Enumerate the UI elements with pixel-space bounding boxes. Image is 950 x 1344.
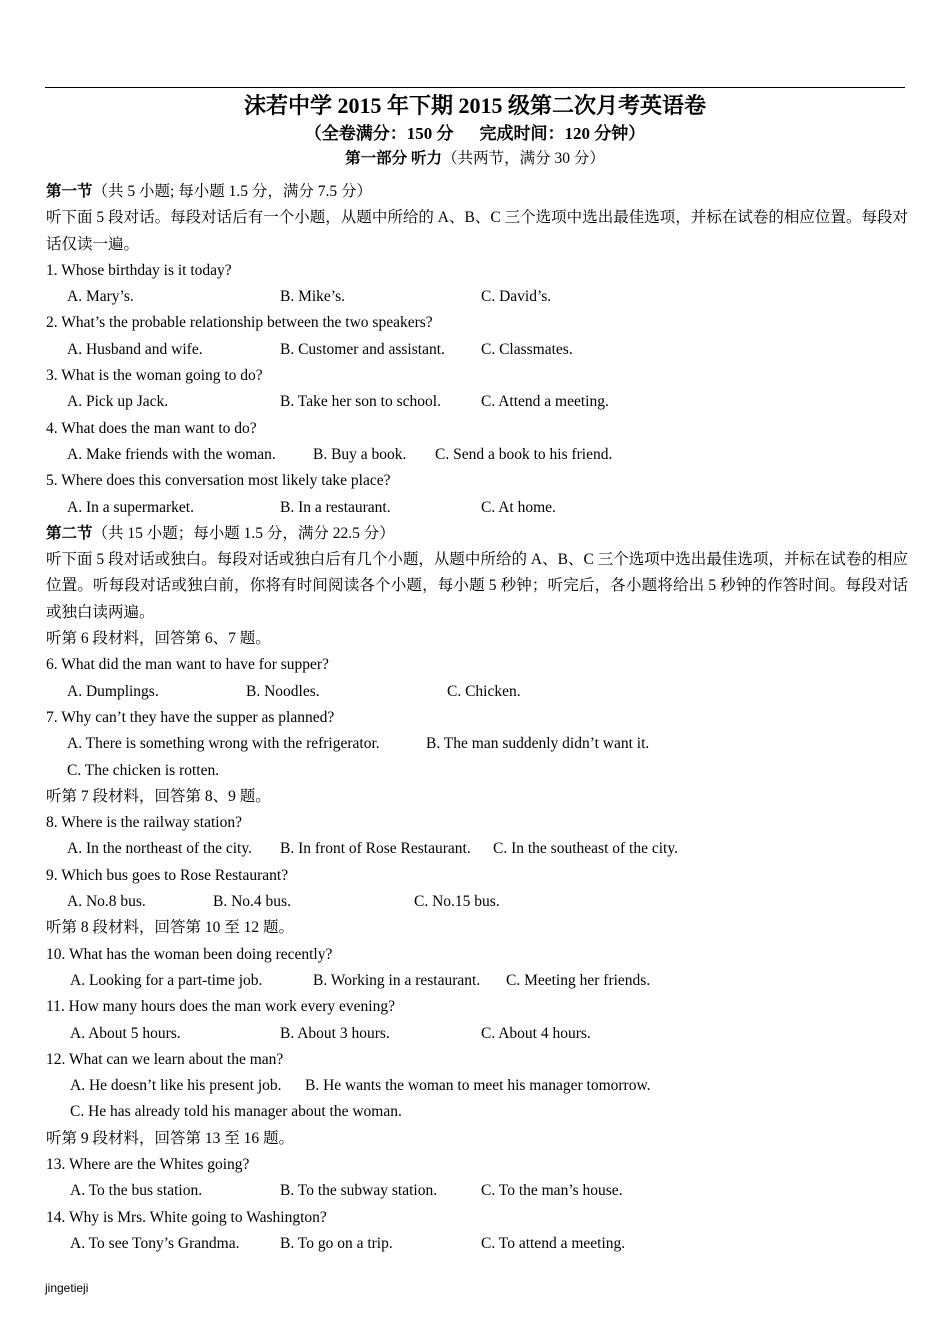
option-c: C. Chicken. [447,682,521,700]
part-heading-rest: （共两节，满分 30 分） [442,150,605,167]
option-a: A. In the northeast of the city. [67,840,252,858]
option-b: B. The man suddenly didn’t want it. [426,735,650,753]
option-c: C. To attend a meeting. [481,1234,626,1252]
option-b: B. Buy a book. [313,445,407,463]
question-10-stem: 10. What has the woman been doing recently? [46,945,333,963]
question-8-stem: 8. Where is the railway station? [46,814,242,832]
question-7-options-row1 [46,731,908,757]
option-a: A. There is something wrong with the refrigerator. [67,735,380,753]
option-b: B. No.4 bus. [213,893,291,911]
question-2-stem: 2. What’s the probable relationship between the two speakers? [46,314,433,332]
option-b: B. In a restaurant. [280,498,391,516]
option-a: A. In a supermarket. [67,498,194,516]
option-a: A. Husband and wife. [67,340,203,358]
section1-instructions: 听下面 5 段对话。每段对话后有一个小题，从题中所给的 A、B、C 三个选项中选出最佳选项，并标在试卷的相应位置。每段对话仅读一遍。 [46,209,908,253]
section2-heading: 第二节（共 15 小题；每小题 1.5 分，满分 22.5 分） [46,524,395,542]
option-b: B. Noodles. [246,682,320,700]
option-c: C. The chicken is rotten. [67,761,220,779]
question-12-stem: 12. What can we learn about the man? [46,1050,284,1068]
question-13-options [46,1178,908,1204]
option-a: A. To the bus station. [70,1182,203,1200]
option-c: C. About 4 hours. [481,1024,591,1042]
option-c: C. Meeting her friends. [506,971,651,989]
question-8-options [46,836,908,862]
question-1-stem: 1. Whose birthday is it today? [46,261,232,279]
option-b: B. To the subway station. [280,1182,438,1200]
option-b: B. Working in a restaurant. [313,971,481,989]
exam-body [46,179,908,1257]
option-c: C. At home. [481,498,556,516]
option-a: A. Dumplings. [67,682,159,700]
option-a: A. To see Tony’s Grandma. [70,1234,240,1252]
option-a: A. About 5 hours. [70,1024,181,1042]
question-3-stem: 3. What is the woman going to do? [46,367,263,385]
question-14-options [46,1231,908,1257]
part-heading-bold: 第一部分 听力 [345,150,443,167]
question-12-options-row2 [46,1099,908,1125]
option-a: A. Mary’s. [67,288,134,306]
exam-title: 沫若中学 2015 年下期 2015 级第二次月考英语卷 [243,93,706,118]
question-12-options-row1 [46,1073,908,1099]
question-11-options [46,1021,908,1047]
question-4-stem: 4. What does the man want to do? [46,419,257,437]
option-b: B. In front of Rose Restaurant. [280,840,471,858]
question-7-options-row2 [46,758,908,784]
question-13-stem: 13. Where are the Whites going? [46,1155,250,1173]
question-7-stem: 7. Why can’t they have the supper as planned? [46,708,335,726]
question-9-options [46,889,908,915]
total-score-label: （全卷满分：150 分 [304,124,454,143]
section2-instructions: 听下面 5 段对话或独白。每段对话或独白后有几个小题，从题中所给的 A、B、C 三个选项中选出最佳选项，并标在试卷的相应位置。听每段对话或独白前，你将有时间阅读各个小题，每小题 5 秒钟；听完后，各小题将给出 5 秒钟的作答时间。每段对话或独白读两遍。 [46,551,908,621]
option-a: A. No.8 bus. [67,893,146,911]
option-b: B. To go on a trip. [280,1234,393,1252]
question-9-stem: 9. Which bus goes to Rose Restaurant? [46,866,289,884]
question-2-options [46,337,908,363]
material-7-note: 听第 7 段材料，回答第 8、9 题。 [46,787,271,805]
option-c: C. Classmates. [481,340,573,358]
option-c: C. In the southeast of the city. [493,840,678,858]
time-limit-label: 完成时间：120 分钟） [479,124,646,143]
material-6-note: 听第 6 段材料，回答第 6、7 题。 [46,630,271,648]
option-a: A. He doesn’t like his present job. [70,1077,282,1095]
question-10-options [46,968,908,994]
header-rule [45,87,905,88]
option-c: C. David’s. [481,288,552,306]
material-9-note: 听第 9 段材料，回答第 13 至 16 题。 [46,1129,295,1147]
option-b: B. Mike’s. [280,288,346,306]
option-b: B. Customer and assistant. [280,340,445,358]
question-4-options [46,442,908,468]
question-3-options [46,389,908,415]
option-c: C. Send a book to his friend. [435,445,613,463]
question-5-options [46,495,908,521]
option-b: B. About 3 hours. [280,1024,390,1042]
material-8-note: 听第 8 段材料，回答第 10 至 12 题。 [46,919,295,937]
question-6-stem: 6. What did the man want to have for supper? [46,656,329,674]
option-b: B. Take her son to school. [280,393,441,411]
option-a: A. Pick up Jack. [67,393,169,411]
option-c: C. To the man’s house. [481,1182,623,1200]
question-5-stem: 5. Where does this conversation most likely take place? [46,472,391,490]
option-c: C. No.15 bus. [414,893,500,911]
question-6-options [46,679,908,705]
question-14-stem: 14. Why is Mrs. White going to Washington? [46,1208,327,1226]
option-b: B. He wants the woman to meet his manager tomorrow. [305,1077,651,1095]
question-11-stem: 11. How many hours does the man work every evening? [46,998,395,1016]
option-c: C. He has already told his manager about the woman. [70,1103,402,1121]
option-c: C. Attend a meeting. [481,393,609,411]
option-a: A. Make friends with the woman. [67,445,276,463]
part-heading [0,146,950,168]
option-a: A. Looking for a part-time job. [70,971,263,989]
exam-subtitle [0,119,950,144]
footer-watermark: jingetieji [45,1281,89,1295]
question-1-options [46,284,908,310]
section1-heading: 第一节（共 5 小题; 每小题 1.5 分，满分 7.5 分） [46,183,372,200]
